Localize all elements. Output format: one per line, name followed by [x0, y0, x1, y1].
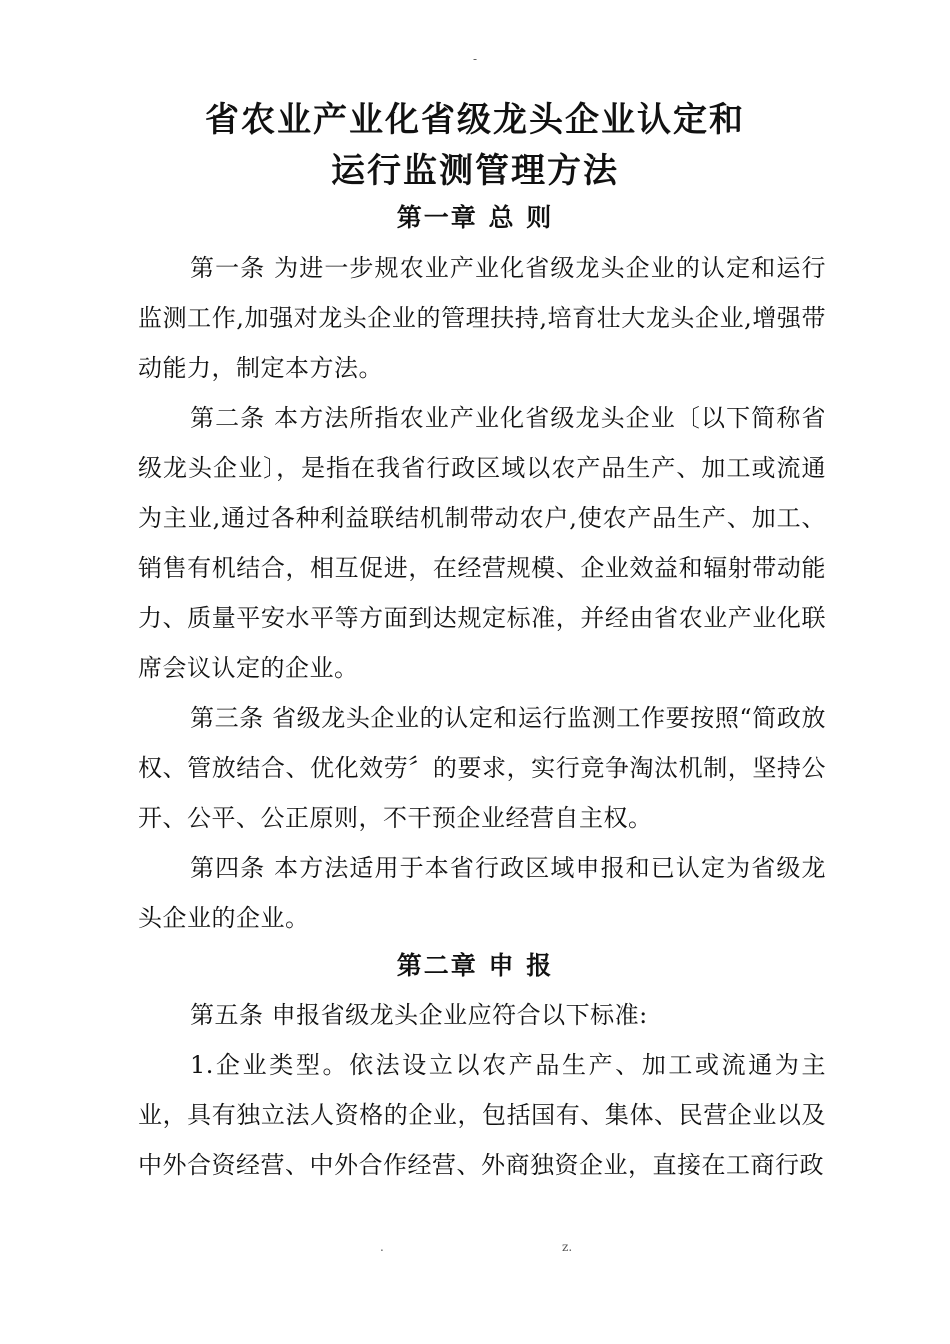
article-5: 第五条 申报省级龙头企业应符合以下标准: — [190, 1001, 648, 1029]
chapter2-heading: 第二章 申 报 — [396, 951, 554, 980]
article-1: 第一条 为进一步规农业产业化省级龙头企业的认定和运行监测工作,加强对龙头企业的管理扶持,培育壮大龙头企业,增强带动能力，制定本方法。 — [138, 254, 826, 382]
footer-right-mark: z. — [562, 1240, 573, 1254]
header-mark: - — [472, 52, 478, 66]
chapter1-heading: 第一章 总 则 — [396, 203, 554, 232]
document-title-line1: 省农业产业化省级龙头企业认定和 — [205, 100, 745, 140]
criterion-1: 1.企业类型。依法设立以农产品生产、加工或流通为主业，具有独立法人资格的企业，包括国有、集体、民营企业以及中外合资经营、中外合作经营、外商独资企业，直接在工商行政 — [138, 1051, 826, 1179]
article-2: 第二条 本方法所指农业产业化省级龙头企业〔以下简称省级龙头企业〕，是指在我省行政区域以农产品生产、加工或流通为主业,通过各种利益联结机制带动农户,使农产品生产、加工、销售有机结合，相互促进，在经营规模、企业效益和辐射带动能力、质量平安水平等方面到达规定标准，并经由省农业产业化联席会议认定的企业。 — [138, 404, 826, 682]
chapter2-body — [138, 990, 826, 1190]
chapter1-body — [138, 243, 826, 943]
footer-left-mark: . — [380, 1240, 384, 1254]
article-3: 第三条 省级龙头企业的认定和运行监测工作要按照“简政放权、管放结合、优化效劳〞的要求，实行竞争淘汰机制，坚持公开、公平、公正原则，不干预企业经营自主权。 — [138, 704, 826, 832]
article-4: 第四条 本方法适用于本省行政区域申报和已认定为省级龙头企业的企业。 — [138, 854, 826, 932]
document-title-line2: 运行监测管理方法 — [331, 151, 619, 191]
